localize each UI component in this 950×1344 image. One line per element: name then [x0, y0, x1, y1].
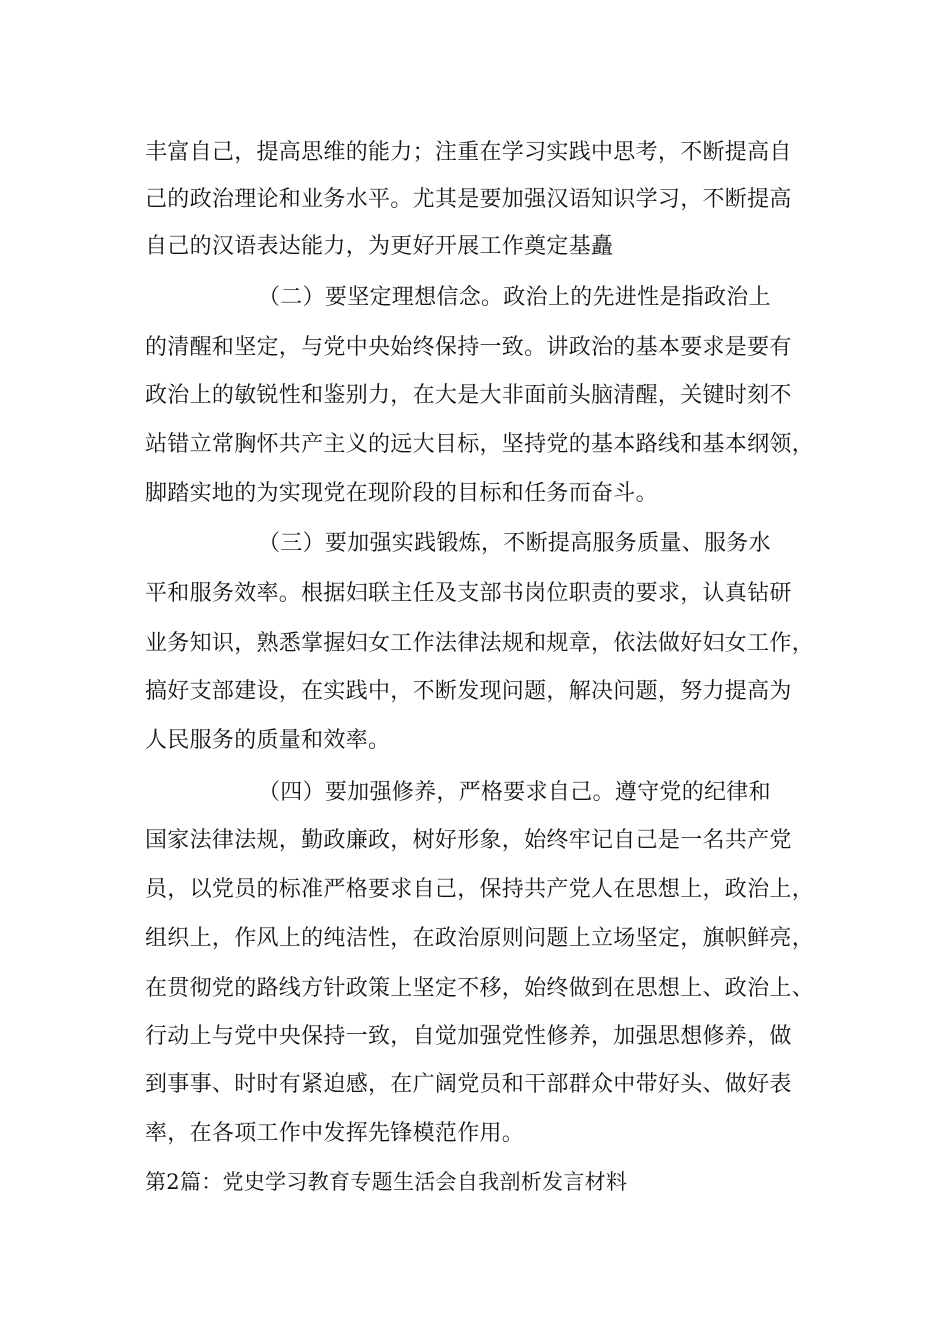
- text-line: 率，在各项工作中发挥先锋模范作用。: [145, 1121, 525, 1146]
- text-line: 政治上的敏锐性和鉴别力，在大是大非面前头脑清醒，关键时刻不: [145, 383, 792, 408]
- text-line: 组织上，作风上的纯洁性，在政治原则问题上立场坚定，旗帜鲜亮，: [145, 926, 815, 951]
- text-line: 己的政治理论和业务水平。尤其是要加强汉语知识学习，不断提高: [145, 187, 792, 212]
- section-two-heading-line: （二）要坚定理想信念。政治上的先进性是指政治上: [258, 285, 771, 310]
- section-three-heading-line: （三）要加强实践锻炼，不断提高服务质量、服务水: [258, 531, 771, 556]
- section-four-heading-line: （四）要加强修养，严格要求自己。遵守党的纪律和: [258, 780, 771, 805]
- next-article-title: 第2篇：党史学习教育专题生活会自我剖析发言材料: [145, 1170, 628, 1194]
- text-line: 人民服务的质量和效率。: [145, 728, 391, 753]
- text-line: 脚踏实地的为实现党在现阶段的目标和任务而奋斗。: [145, 481, 658, 506]
- text-line: 自己的汉语表达能力，为更好开展工作奠定基矗: [145, 234, 614, 259]
- text-line: 业务知识，熟悉掌握妇女工作法律法规和规章，依法做好妇女工作，: [145, 631, 815, 656]
- text-line: 站错立常胸怀共产主义的远大目标，坚持党的基本路线和基本纲领，: [145, 432, 815, 457]
- text-line: 平和服务效率。根据妇联主任及支部书岗位职责的要求，认真钻研: [145, 581, 792, 606]
- text-line: 搞好支部建设，在实践中，不断发现问题，解决问题，努力提高为: [145, 679, 792, 704]
- text-line: 员，以党员的标准严格要求自己，保持共产党人在思想上，政治上，: [145, 877, 815, 902]
- text-line: 的清醒和坚定，与党中央始终保持一致。讲政治的基本要求是要有: [145, 335, 792, 360]
- text-line: 到事事、时时有紧迫感，在广阔党员和干部群众中带好头、做好表: [145, 1072, 792, 1097]
- text-line: 在贯彻党的路线方针政策上坚定不移，始终做到在思想上、政治上、: [145, 976, 815, 1001]
- text-line: 国家法律法规，勤政廉政，树好形象，始终牢记自己是一名共产党: [145, 828, 792, 853]
- text-line: 行动上与党中央保持一致，自觉加强党性修养，加强思想修养，做: [145, 1024, 792, 1049]
- text-line: 丰富自己，提高思维的能力；注重在学习实践中思考，不断提高自: [145, 140, 792, 165]
